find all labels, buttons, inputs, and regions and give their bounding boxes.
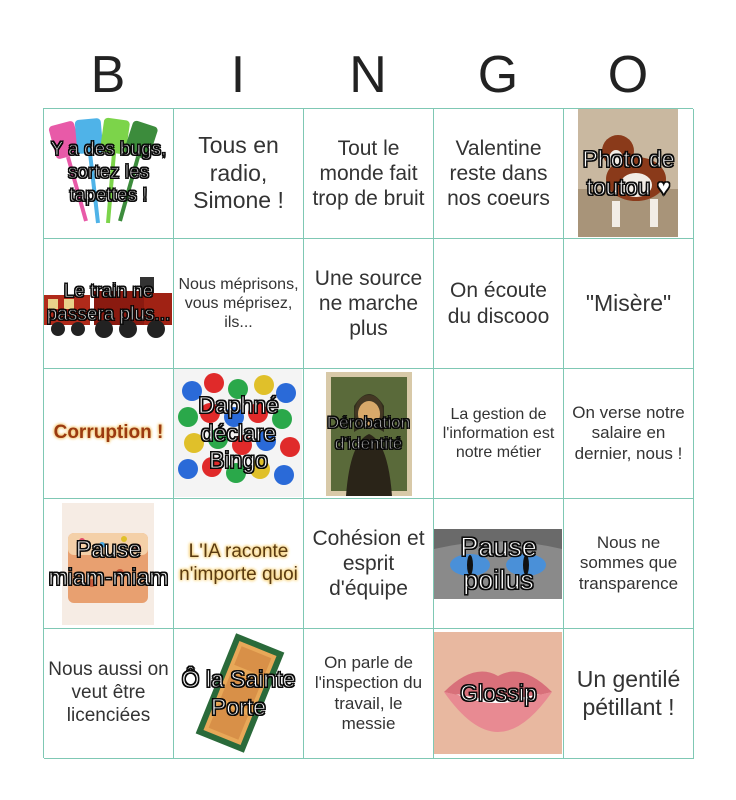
- bingo-cell-10[interactable]: [564, 239, 694, 369]
- cell-text: Glossip: [460, 679, 537, 706]
- bingo-cell-14[interactable]: [434, 369, 564, 499]
- bingo-cell-16[interactable]: [44, 499, 174, 629]
- cell-text: Y a des bugs, sortez les tapettes !: [50, 139, 167, 206]
- title-letter-b: B: [90, 46, 126, 104]
- cell-text: Daphné déclare Bingo: [198, 392, 279, 474]
- cell-text: On écoute du discooo: [447, 279, 550, 328]
- cell-text: On verse notre salaire en dernier, nous !: [572, 402, 685, 463]
- title-letter-o: O: [607, 46, 649, 104]
- cell-text: La gestion de l'information est notre métier: [442, 405, 555, 462]
- bingo-cell-24[interactable]: [434, 629, 564, 759]
- bingo-cell-18[interactable]: [304, 499, 434, 629]
- bingo-cell-21[interactable]: [44, 629, 174, 759]
- cell-text: Nous méprisons, vous méprisez, ils...: [178, 275, 299, 332]
- cell-text: Une source ne marche plus: [314, 266, 423, 341]
- cell-text: Nous ne sommes que transparence: [578, 532, 679, 593]
- cell-text: Pause miam-miam: [48, 535, 169, 590]
- bingo-cell-1[interactable]: [44, 109, 174, 239]
- title-letter-g: G: [477, 46, 519, 104]
- cell-text: Nous aussi on veut être licenciées: [48, 659, 169, 726]
- cell-text: Valentine reste dans nos coeurs: [447, 136, 550, 211]
- title-letter-n: N: [349, 46, 387, 104]
- cell-text: Pause poilus: [460, 532, 537, 595]
- bingo-cell-22[interactable]: [174, 629, 304, 759]
- cell-text: Corruption !: [53, 422, 164, 444]
- title-letter-i: I: [230, 46, 246, 104]
- bingo-cell-20[interactable]: [564, 499, 694, 629]
- bingo-cell-9[interactable]: [434, 239, 564, 369]
- cell-text: "Misère": [585, 289, 672, 316]
- bingo-cell-7[interactable]: [174, 239, 304, 369]
- bingo-cell-4[interactable]: [434, 109, 564, 239]
- bingo-title: [43, 42, 693, 108]
- cell-text: On parle de l'inspection du travail, le messie: [314, 652, 423, 733]
- cell-text: Un gentilé pétillant !: [576, 665, 681, 720]
- bingo-grid: [43, 108, 693, 758]
- bingo-cell-17[interactable]: [174, 499, 304, 629]
- bingo-cell-15[interactable]: [564, 369, 694, 499]
- bingo-cell-25[interactable]: [564, 629, 694, 759]
- bingo-cell-6[interactable]: [44, 239, 174, 369]
- cell-text: Tout le monde fait trop de bruit: [312, 136, 425, 211]
- bingo-cell-13[interactable]: [304, 369, 434, 499]
- bingo-cell-11[interactable]: [44, 369, 174, 499]
- cell-text: Photo de toutou ♥: [582, 145, 675, 200]
- cell-text: Dérobation d'identité: [326, 413, 411, 453]
- bingo-cell-12[interactable]: [174, 369, 304, 499]
- cell-text: Cohésion et esprit d'équipe: [312, 526, 425, 601]
- bingo-cell-8[interactable]: [304, 239, 434, 369]
- bingo-cell-5[interactable]: [564, 109, 694, 239]
- cell-text: Ô la Sainte Porte: [181, 665, 296, 720]
- cell-text: Tous en radio, Simone !: [193, 132, 284, 214]
- bingo-cell-2[interactable]: [174, 109, 304, 239]
- bingo-cell-3[interactable]: [304, 109, 434, 239]
- cell-text: L'IA raconte n'importe quoi: [179, 540, 298, 585]
- bingo-cell-19[interactable]: [434, 499, 564, 629]
- cell-text: Le train ne passera plus...: [46, 280, 171, 325]
- bingo-cell-23[interactable]: [304, 629, 434, 759]
